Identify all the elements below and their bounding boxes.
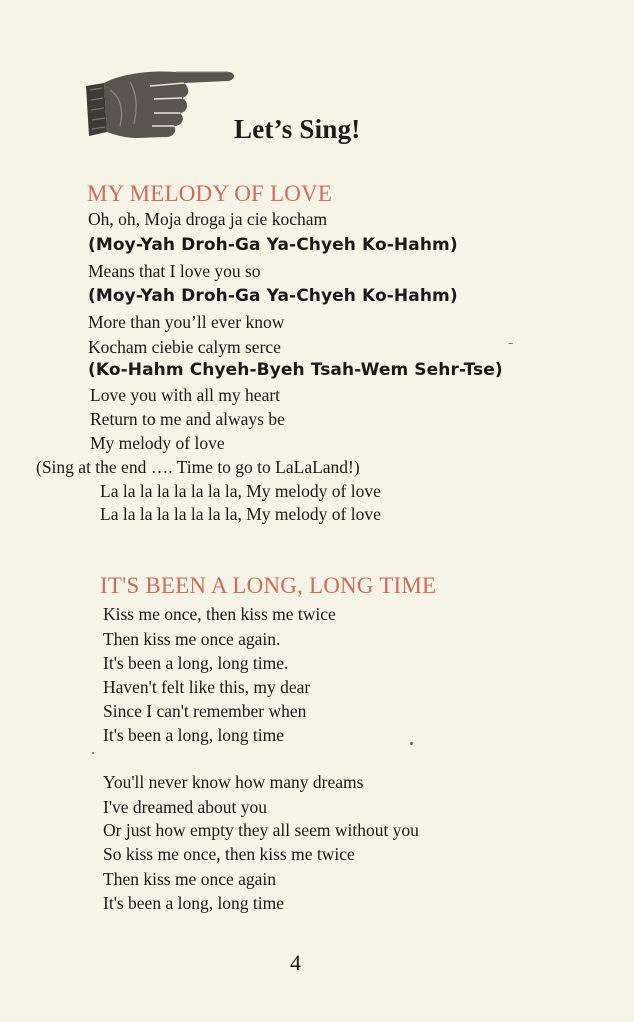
lyric-line: Then kiss me once again.	[103, 629, 281, 649]
lyric-line: La la la la la la la la, My melody of love	[100, 481, 381, 501]
pointing-hand-icon	[80, 66, 240, 148]
lyric-line: La la la la la la la la, My melody of love	[100, 504, 381, 524]
pronunciation-line: (Ko-Hahm Chyeh-Byeh Tsah-Wem Sehr-Tse)	[88, 360, 503, 380]
lyric-line: My melody of love	[90, 433, 225, 453]
lyric-line: It's been a long, long time	[103, 893, 285, 913]
lyric-line: Kiss me once, then kiss me twice	[103, 604, 336, 624]
page-number: 4	[290, 950, 301, 975]
paper-speck	[410, 742, 413, 745]
note-line: (Sing at the end …. Time to go to LaLaLand!)	[36, 457, 360, 477]
lyric-line: Since I can't remember when	[103, 701, 307, 721]
page-heading: Let’s Sing!	[234, 114, 361, 144]
pronunciation-line: (Moy-Yah Droh-Ga Ya-Chyeh Ko-Hahm)	[88, 235, 458, 255]
lyric-line: So kiss me once, then kiss me twice	[103, 844, 355, 864]
song-title: MY MELODY OF LOVE	[87, 181, 333, 206]
lyric-line: It's been a long, long time	[103, 725, 285, 745]
paper-speck	[508, 343, 513, 344]
lyric-line: Love you with all my heart	[90, 385, 281, 405]
lyric-line: Kocham ciebie calym serce	[88, 337, 281, 357]
paper-speck	[92, 752, 94, 754]
lyric-line: Return to me and always be	[90, 409, 285, 429]
lyric-line: Haven't felt like this, my dear	[103, 677, 311, 697]
lyric-line: Or just how empty they all seem without you	[103, 820, 419, 840]
lyric-line: Means that I love you so	[88, 261, 261, 281]
lyric-line: It's been a long, long time.	[103, 653, 289, 673]
lyric-line: Oh, oh, Moja droga ja cie kocham	[88, 209, 328, 229]
song-title: IT'S BEEN A LONG, LONG TIME	[100, 573, 437, 598]
lyric-line: You'll never know how many dreams	[103, 772, 364, 792]
pronunciation-line: (Moy-Yah Droh-Ga Ya-Chyeh Ko-Hahm)	[88, 286, 458, 306]
lyric-line: Then kiss me once again	[103, 869, 277, 889]
lyric-line: I've dreamed about you	[103, 797, 267, 817]
lyric-line: More than you’ll ever know	[88, 312, 285, 332]
